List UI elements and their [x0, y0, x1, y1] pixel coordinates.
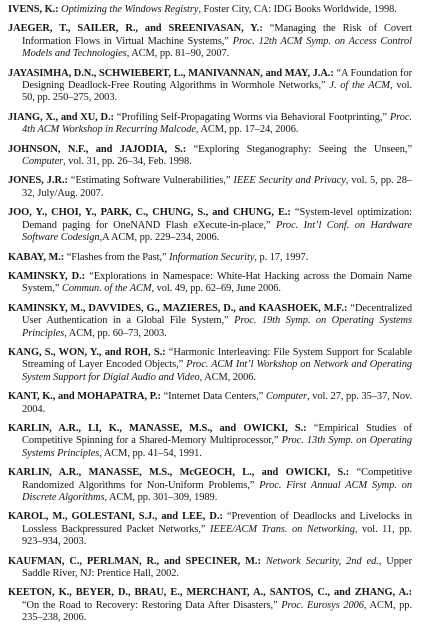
reference-authors: KANG, S., WON, Y., and ROH, S.: — [8, 346, 166, 358]
reference-entry — [8, 271, 412, 296]
reference-title: “Estimating Software Vulnerabilities,” — [67, 175, 234, 187]
reference-venue: Commun. of the ACM — [61, 283, 152, 295]
reference-entry — [8, 207, 412, 244]
reference-venue: Proc. Eurosys 2006 — [281, 599, 364, 611]
reference-title: “Competitive Randomized Algorithms for Non-Uniform Problems,” — [22, 467, 412, 491]
reference-details: , ACM, pp. 41–54, 1991. — [99, 447, 202, 459]
reference-venue: IEEE Security and Privacy — [233, 175, 346, 187]
reference-authors: KARLIN, A.R., LI, K., MANASSE, M.S., and OWICKI, S.: — [8, 422, 307, 434]
reference-entry — [8, 4, 412, 16]
reference-venue: Network Security, 2nd ed. — [265, 555, 379, 567]
reference-venue: Proc. 13th Symp. on Operating Systems Principles — [22, 435, 412, 459]
reference-authors: KAUFMAN, C., PERLMAN, R., and SPECINER, M.: — [8, 555, 261, 567]
reference-list — [8, 4, 412, 632]
reference-venue: J. of the ACM — [329, 80, 390, 92]
reference-entry — [8, 112, 412, 137]
reference-details: , ACM, pp. 81–90, 2007. — [126, 48, 230, 60]
reference-details: , ACM, pp. 60–73, 2003. — [64, 327, 167, 339]
reference-authors: KAMINSKY, D.: — [8, 270, 86, 282]
reference-venue: Proc. Int’l Conf. on Hardware Software Codesign — [22, 219, 413, 244]
reference-title: “Internet Data Centers,” — [160, 391, 266, 403]
reference-title: “Profiling Self-Propagating Worms via Behavioral Footprinting,” — [113, 111, 390, 123]
reference-authors: KAROL, M., GOLESTANI, S.J., and LEE, D.: — [8, 511, 223, 523]
reference-venue: Information Security — [169, 251, 255, 263]
reference-details: , ACM, pp. 301–309, 1989. — [104, 492, 218, 503]
reference-entry — [8, 467, 412, 504]
reference-details: ,A ACM, pp. 229–234, 2006. — [99, 232, 220, 244]
reference-venue: Proc. 12th ACM Symp. on Access Control Models and Technologies — [22, 35, 412, 60]
reference-authors: KABAY, M.: — [8, 251, 65, 263]
reference-details: , ACM, pp. 235–238, 2006. — [22, 599, 412, 624]
reference-title: “Flashes from the Past,” — [64, 251, 170, 263]
reference-authors: KARLIN, A.R., MANASSE, M.S., McGEOCH, L., and OWICKI, S.: — [8, 467, 350, 479]
reference-details: , Foster City, CA: IDG Books Worldwide, 1998. — [198, 4, 397, 15]
reference-venue: IEEE/ACM Trans. on Networking — [210, 523, 355, 535]
reference-authors: JOHNSON, N.F., and JAJODIA, S.: — [8, 143, 187, 155]
reference-venue: Proc. First Annual ACM Symp. on Discrete Algorithms — [22, 479, 412, 503]
reference-venue: Proc. ACM Int’l Workshop on Network and Operating System Support for Digial Audio and Video — [22, 359, 412, 383]
reference-entry — [8, 347, 412, 384]
reference-authors: JAYASIMHA, D.N., SCHWIEBERT, L., MANIVANNAN, and MAY, J.A.: — [8, 67, 334, 79]
reference-title: “System-level optimization: Demand paging for OneNAND Flash eXecute-in-place,” — [22, 207, 412, 231]
reference-details: , p. 17, 1997. — [254, 251, 309, 263]
reference-title: “A Foundation for Designing Deadlock-Free Routing Algorithms in Wormhole Networks,” — [22, 67, 412, 92]
reference-entry — [8, 252, 412, 264]
reference-venue: Computer — [265, 391, 308, 403]
reference-details: , vol. 49, pp. 62–69, June 2006. — [151, 283, 281, 295]
reference-authors: JONES, J.R.: — [8, 175, 68, 187]
reference-entry — [8, 391, 412, 416]
reference-title: “Empirical Studies of Competitive Spinning for a Shared-Memory Multiprocessor,” — [22, 422, 412, 447]
reference-entry — [8, 556, 412, 581]
reference-details: , vol. 5, pp. 28–32, July/Aug. 2007. — [22, 175, 412, 199]
reference-title: “Exploring Steganography: Seeing the Unseen,” — [186, 143, 413, 155]
reference-details: , vol. 31, pp. 26–34, Feb. 1998. — [63, 156, 192, 168]
reference-venue: Proc. 19th Symp. on Operating Systems Principles — [22, 315, 412, 339]
reference-venue: Computer — [22, 156, 64, 168]
reference-title: “Decentralized User Authentication in a Global File System,” — [22, 302, 412, 327]
reference-details: , ACM, pp. 17–24, 2006. — [195, 124, 299, 136]
reference-authors: IVENS, K.: — [8, 4, 59, 15]
reference-entry — [8, 423, 412, 460]
reference-title: “Explorations in Namespace: White-Hat Hacking across the Domain Name System,” — [22, 270, 412, 295]
reference-entry — [8, 68, 412, 105]
reference-title: “Prevention of Deadlocks and Livelocks in Lossless Backpressured Packet Networks,” — [22, 511, 412, 535]
reference-details: , vol. 27, pp. 35–37, Nov. 2004. — [22, 391, 413, 415]
reference-details: , ACM, 2006. — [199, 371, 256, 383]
reference-entry — [8, 587, 412, 624]
reference-entry — [8, 23, 412, 60]
reference-entry — [8, 303, 412, 340]
reference-authors: KAMINSKY, M., DAVVIDES, G., MAZIERES, D., and KAASHOEK, M.F.: — [8, 302, 348, 314]
reference-details: , vol. 11, pp. 923–934, 2003. — [22, 523, 413, 548]
reference-title: “Managing the Risk of Covert Information Flows in Virtual Machine Systems,” — [22, 23, 413, 47]
reference-entry — [8, 511, 412, 548]
reference-venue: Optimizing the Windows Registry — [61, 4, 199, 15]
reference-authors: KANT, K., and MOHAPATRA, P.: — [8, 391, 161, 403]
reference-details: , vol. 50, pp. 250–275, 2003. — [22, 80, 413, 104]
reference-venue: Proc. 4th ACM Workshop in Recurring Malcode — [22, 111, 412, 136]
reference-details: , Upper Saddle River, NJ: Prentice Hall, 2002. — [22, 555, 412, 580]
reference-authors: JIANG, X., and XU, D.: — [8, 111, 114, 123]
reference-authors: KEETON, K., BEYER, D., BRAU, E., MERCHANT, A., SANTOS, C., and ZHANG, A.: — [8, 587, 412, 599]
reference-title: “On the Road to Recovery: Restoring Data After Disasters,” — [22, 599, 282, 611]
reference-authors: JAEGER, T., SAILER, R., and SREENIVASAN, Y.: — [8, 23, 263, 35]
reference-entry — [8, 175, 412, 200]
reference-entry — [8, 144, 412, 169]
reference-authors: JOO, Y., CHOI, Y., PARK, C., CHUNG, S., and CHUNG, E.: — [8, 207, 291, 219]
reference-title: “Harmonic Interleaving: File System Support for Scalable Streaming of Layer Encoded Objects,” — [22, 346, 412, 371]
